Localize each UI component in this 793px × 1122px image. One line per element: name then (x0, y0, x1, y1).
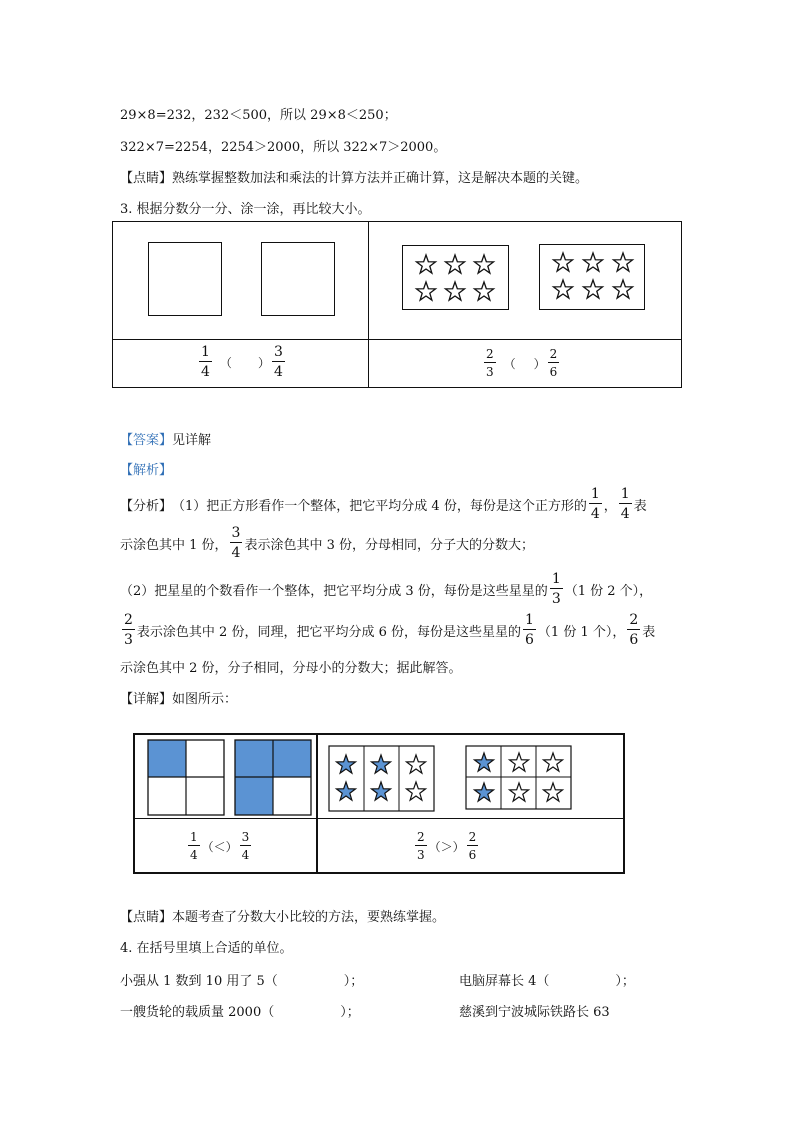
q4-item-c: 一艘货轮的载质量 2000（ ）； (120, 1005, 360, 1020)
fraction-1-4-b: $\frac{1}{4}$ (620, 486, 630, 522)
detail-compare-right (413, 831, 480, 861)
detail-tag: 【详解】 (120, 692, 173, 707)
dianjing-2: 【点睛】本题考查了分数大小比较的方法，要熟练掌握。 (120, 910, 446, 925)
fraction-2-3: $\frac{2}{3}$ (486, 347, 494, 379)
star-grid-2 (540, 245, 643, 308)
detail-fraction-1-4: $\frac{1}{4}$ (190, 830, 198, 862)
star-grid-shaded-2-of-3 (328, 745, 436, 813)
star-grid-shaded-2-of-6 (465, 745, 573, 813)
calc-line-2: 322×7=2254，2254＞2000，所以 322×7＞2000。 (120, 140, 447, 155)
analysis-line-1: 【分析】 （1）把正方形看作一个整体，把它平均分成 4 份，每份是这个正方形的 $\frac{1}{4}$ ， $\frac{1}{4}$ 表 (120, 486, 647, 522)
q4-item-a: 小强从 1 数到 10 用了 5（ ）； (120, 974, 364, 989)
detail-sign-less: （＜） (201, 839, 238, 854)
detail-text: 如图所示： (172, 692, 238, 707)
answer-text: 见详解 (172, 433, 212, 448)
fraction-2-6-a: $\frac{2}{6}$ (629, 612, 639, 648)
dianjing-text: 熟练掌握整数加法和乘法的计算方法并正确计算，这是解决本题的关键。 (172, 171, 589, 186)
analysis-line-3: （2）把星星的个数看作一个整体，把它平均分成 3 份，每份是这些星星的 $\frac{1}{3}$ （1 份 2 个）， (120, 571, 653, 607)
fraction-3-4-a: $\frac{3}{4}$ (231, 525, 241, 561)
q4-item-d: 慈溪到宁波城际铁路长 63 (459, 1005, 610, 1020)
square-three-quarters-shaded (234, 739, 314, 817)
star-box-2[interactable] (539, 244, 645, 310)
detail-fraction-2-6: $\frac{2}{6}$ (468, 830, 477, 862)
dianjing-tag: 【点睛】 (120, 171, 173, 186)
detail-fraction-2-3: $\frac{2}{3}$ (417, 830, 425, 862)
q3-title: 3. 根据分数分一分、涂一涂，再比较大小。 (120, 202, 371, 217)
answer-line (120, 429, 211, 448)
detail-table (133, 733, 625, 874)
fraction-1-4: $\frac{1}{4}$ (201, 344, 210, 380)
analysis-tag: 【解析】 (120, 463, 173, 478)
empty-square-2[interactable] (261, 242, 335, 316)
detail-compare-left (186, 831, 253, 861)
fraction-1-3: $\frac{1}{3}$ (551, 571, 561, 607)
q4-title: 4. 在括号里填上合适的单位。 (120, 941, 293, 956)
calc-line-1: 29×8=232，232＜500，所以 29×8＜250； (120, 108, 397, 123)
fraction-1-4-a: $\frac{1}{4}$ (590, 486, 600, 522)
fraction-2-6: $\frac{2}{6}$ (549, 347, 558, 379)
analysis-line-2: 示涂色其中 1 份， $\frac{3}{4}$ 表示涂色其中 3 份，分母相同，分子大的分数大； (120, 525, 535, 561)
q4-item-b: 电脑屏幕长 4（ ）； (459, 974, 635, 989)
q3-table (112, 221, 682, 388)
analysis-line-5: 示涂色其中 2 份，分子相同，分母小的分数大；据此解答。 (120, 661, 462, 676)
empty-square-1[interactable] (148, 242, 222, 316)
star-grid-1 (403, 246, 507, 308)
detail-line (120, 688, 237, 707)
square-quarter-shaded (147, 739, 227, 817)
detail-fraction-3-4: $\frac{3}{4}$ (241, 830, 250, 862)
answer-tag: 【答案】 (120, 433, 173, 448)
star-box-1[interactable] (402, 245, 509, 310)
fraction-1-6: $\frac{1}{6}$ (525, 612, 534, 648)
fraction-2-3-a: $\frac{2}{3}$ (124, 612, 133, 648)
analysis-line-4: $\frac{2}{3}$ 表示涂色其中 2 份，同理，把它平均分成 6 份，每份是这些星星的 $\frac{1}{6}$ （1 份 1 个）， $\frac{2}{6}$ 表 (124, 612, 656, 648)
dianjing-1 (120, 167, 588, 186)
q3-compare-right: $\frac{2}{3}$ （ ） $\frac{2}{6}$ (486, 347, 558, 379)
q3-compare-left: $\frac{1}{4}$ （ ） $\frac{3}{4}$ (201, 344, 283, 380)
fraction-3-4: $\frac{3}{4}$ (273, 344, 283, 380)
detail-sign-greater: （＞） (428, 839, 465, 854)
